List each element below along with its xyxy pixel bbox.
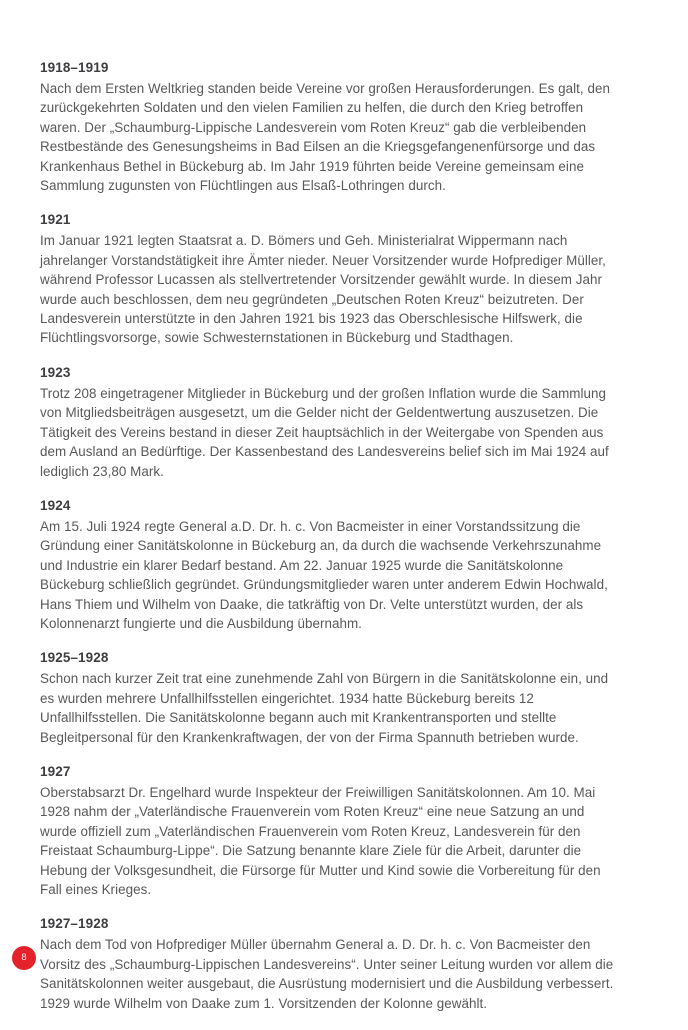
section-paragraph: Nach dem Ersten Weltkrieg standen beide Vereine vor großen Herausforderungen. Es galt, den zurückgekehrten Soldaten und den vielen Familien zu helfen, die durch den Krieg betroffen waren. Der „Schaumburg-Lippische Landesverein vom Roten Kreuz“ gab die verbleibenden Restbestände des Genesungsheims in Bad Eilsen an die Kriegsgefangenenfürsorge und das Krankenhaus Bethel in Bückeburg ab. Im Jahr 1919 führten beide Vereine gemeinsam eine Sammlung zugunsten von Flüchtlingen aus Elsaß-Lothringen durch. — [40, 81, 610, 194]
section-year-heading: 1925–1928 — [40, 650, 109, 666]
timeline-section-1924 — [40, 498, 618, 633]
timeline-section-1925-1928 — [40, 650, 618, 747]
section-year-heading: 1918–1919 — [40, 60, 109, 75]
timeline-section-1923 — [40, 365, 618, 481]
timeline-section-1918-1919 — [40, 60, 618, 195]
section-year-heading: 1924 — [40, 497, 71, 513]
section-year-heading: 1927–1928 — [40, 916, 109, 932]
page-number-badge — [12, 946, 36, 970]
timeline-section-1921 — [40, 212, 618, 347]
section-year-heading: 1921 — [40, 212, 71, 228]
section-year-heading: 1923 — [40, 364, 71, 380]
section-paragraph: Am 15. Juli 1924 regte General a.D. Dr. h. c. Von Bacmeister in einer Vorstandssitzung die Gründung einer Sanitätskolonne in Bückeburg an, da durch die wachsende Verkehrszunahme und Industrie ein klarer Bedarf bestand. Am 22. Januar 1925 wurde die Sanitätskolonne Bückeburg schließlich gegründet. Gründungsmitglieder waren unter anderem Edwin Hochwald, Hans Thiem und Wilhelm von Daake, die tatkräftig von Dr. Velte unterstützt wurden, der als Kolonnenarzt fungierte und die Ausbildung übernahm. — [40, 518, 608, 631]
section-year-heading: 1927 — [40, 763, 71, 779]
timeline-section-1927 — [40, 764, 618, 899]
page-number: 8 — [21, 952, 27, 964]
document-page-content — [40, 60, 618, 1030]
section-paragraph: Trotz 208 eingetragener Mitglieder in Bückeburg und der großen Inflation wurde die Sammlung von Mitgliedsbeiträgen ausgesetzt, um die Gelder nicht der Geldentwertung auszusetzen. Die Tätigkeit des Vereins bestand in dieser Zeit hauptsächlich in der Weitergabe von Spenden aus dem Ausland an Bedürftige. Der Kassenbestand des Landesvereins belief sich im Mai 1924 auf lediglich 23,80 Mark. — [40, 385, 609, 479]
section-paragraph: Im Januar 1921 legten Staatsrat a. D. Bömers und Geh. Ministerialrat Wippermann nach jahrelanger Vorstandstätigkeit ihre Ämter nieder. Neuer Vorsitzender wurde Hofprediger Müller, während Professor Lucassen als stellvertretender Vorsitzender gewählt wurde. In diesem Jahr wurde auch beschlossen, dem neu gegründeten „Deutschen Roten Kreuz“ beizutreten. Der Landesverein unterstützte in den Jahren 1921 bis 1923 das Oberschlesische Hilfswerk, die Flüchtlingsvorsorge, sowie Schwesternstationen in Bückeburg und Stadthagen. — [40, 233, 606, 346]
section-paragraph: Oberstabsarzt Dr. Engelhard wurde Inspekteur der Freiwilligen Sanitätskolonnen. Am 10. Mai 1928 nahm der „Vaterländische Frauenverein vom Roten Kreuz“ eine neue Satzung an und wurde offiziell zum „Vaterländischen Frauenverein vom Roten Kreuz, Landesverein für den Freistaat Schaumburg-Lippe“. Die Satzung benannte klare Ziele für die Arbeit, darunter die Hebung der Volksgesundheit, die Fürsorge für Mutter und Kind sowie die Vorbereitung für den Fall eines Krieges. — [40, 784, 601, 897]
section-paragraph: Nach dem Tod von Hofprediger Müller übernahm General a. D. Dr. h. c. Von Bacmeister den Vorsitz des „Schaumburg-Lippischen Landesvereins“. Unter seiner Leitung wurden vor allem die Sanitätskolonnen weiter ausgebaut, die Ausrüstung modernisiert und die Ausbildung verbessert. 1929 wurde Wilhelm von Daake zum 1. Vorsitzenden der Kolonne gewählt. — [40, 937, 614, 1011]
timeline-section-1927-1928 — [40, 916, 618, 1013]
section-paragraph: Schon nach kurzer Zeit trat eine zunehmende Zahl von Bürgern in die Sanitätskolonne ein, und es wurden mehrere Unfallhilfsstellen eingerichtet. 1934 hatte Bückeburg bereits 12 Unfallhilfsstellen. Die Sanitätskolonne begann auch mit Krankentransporten und stellte Begleitpersonal für den Krankenkraftwagen, der von der Firma Spannuth betrieben wurde. — [40, 671, 609, 745]
